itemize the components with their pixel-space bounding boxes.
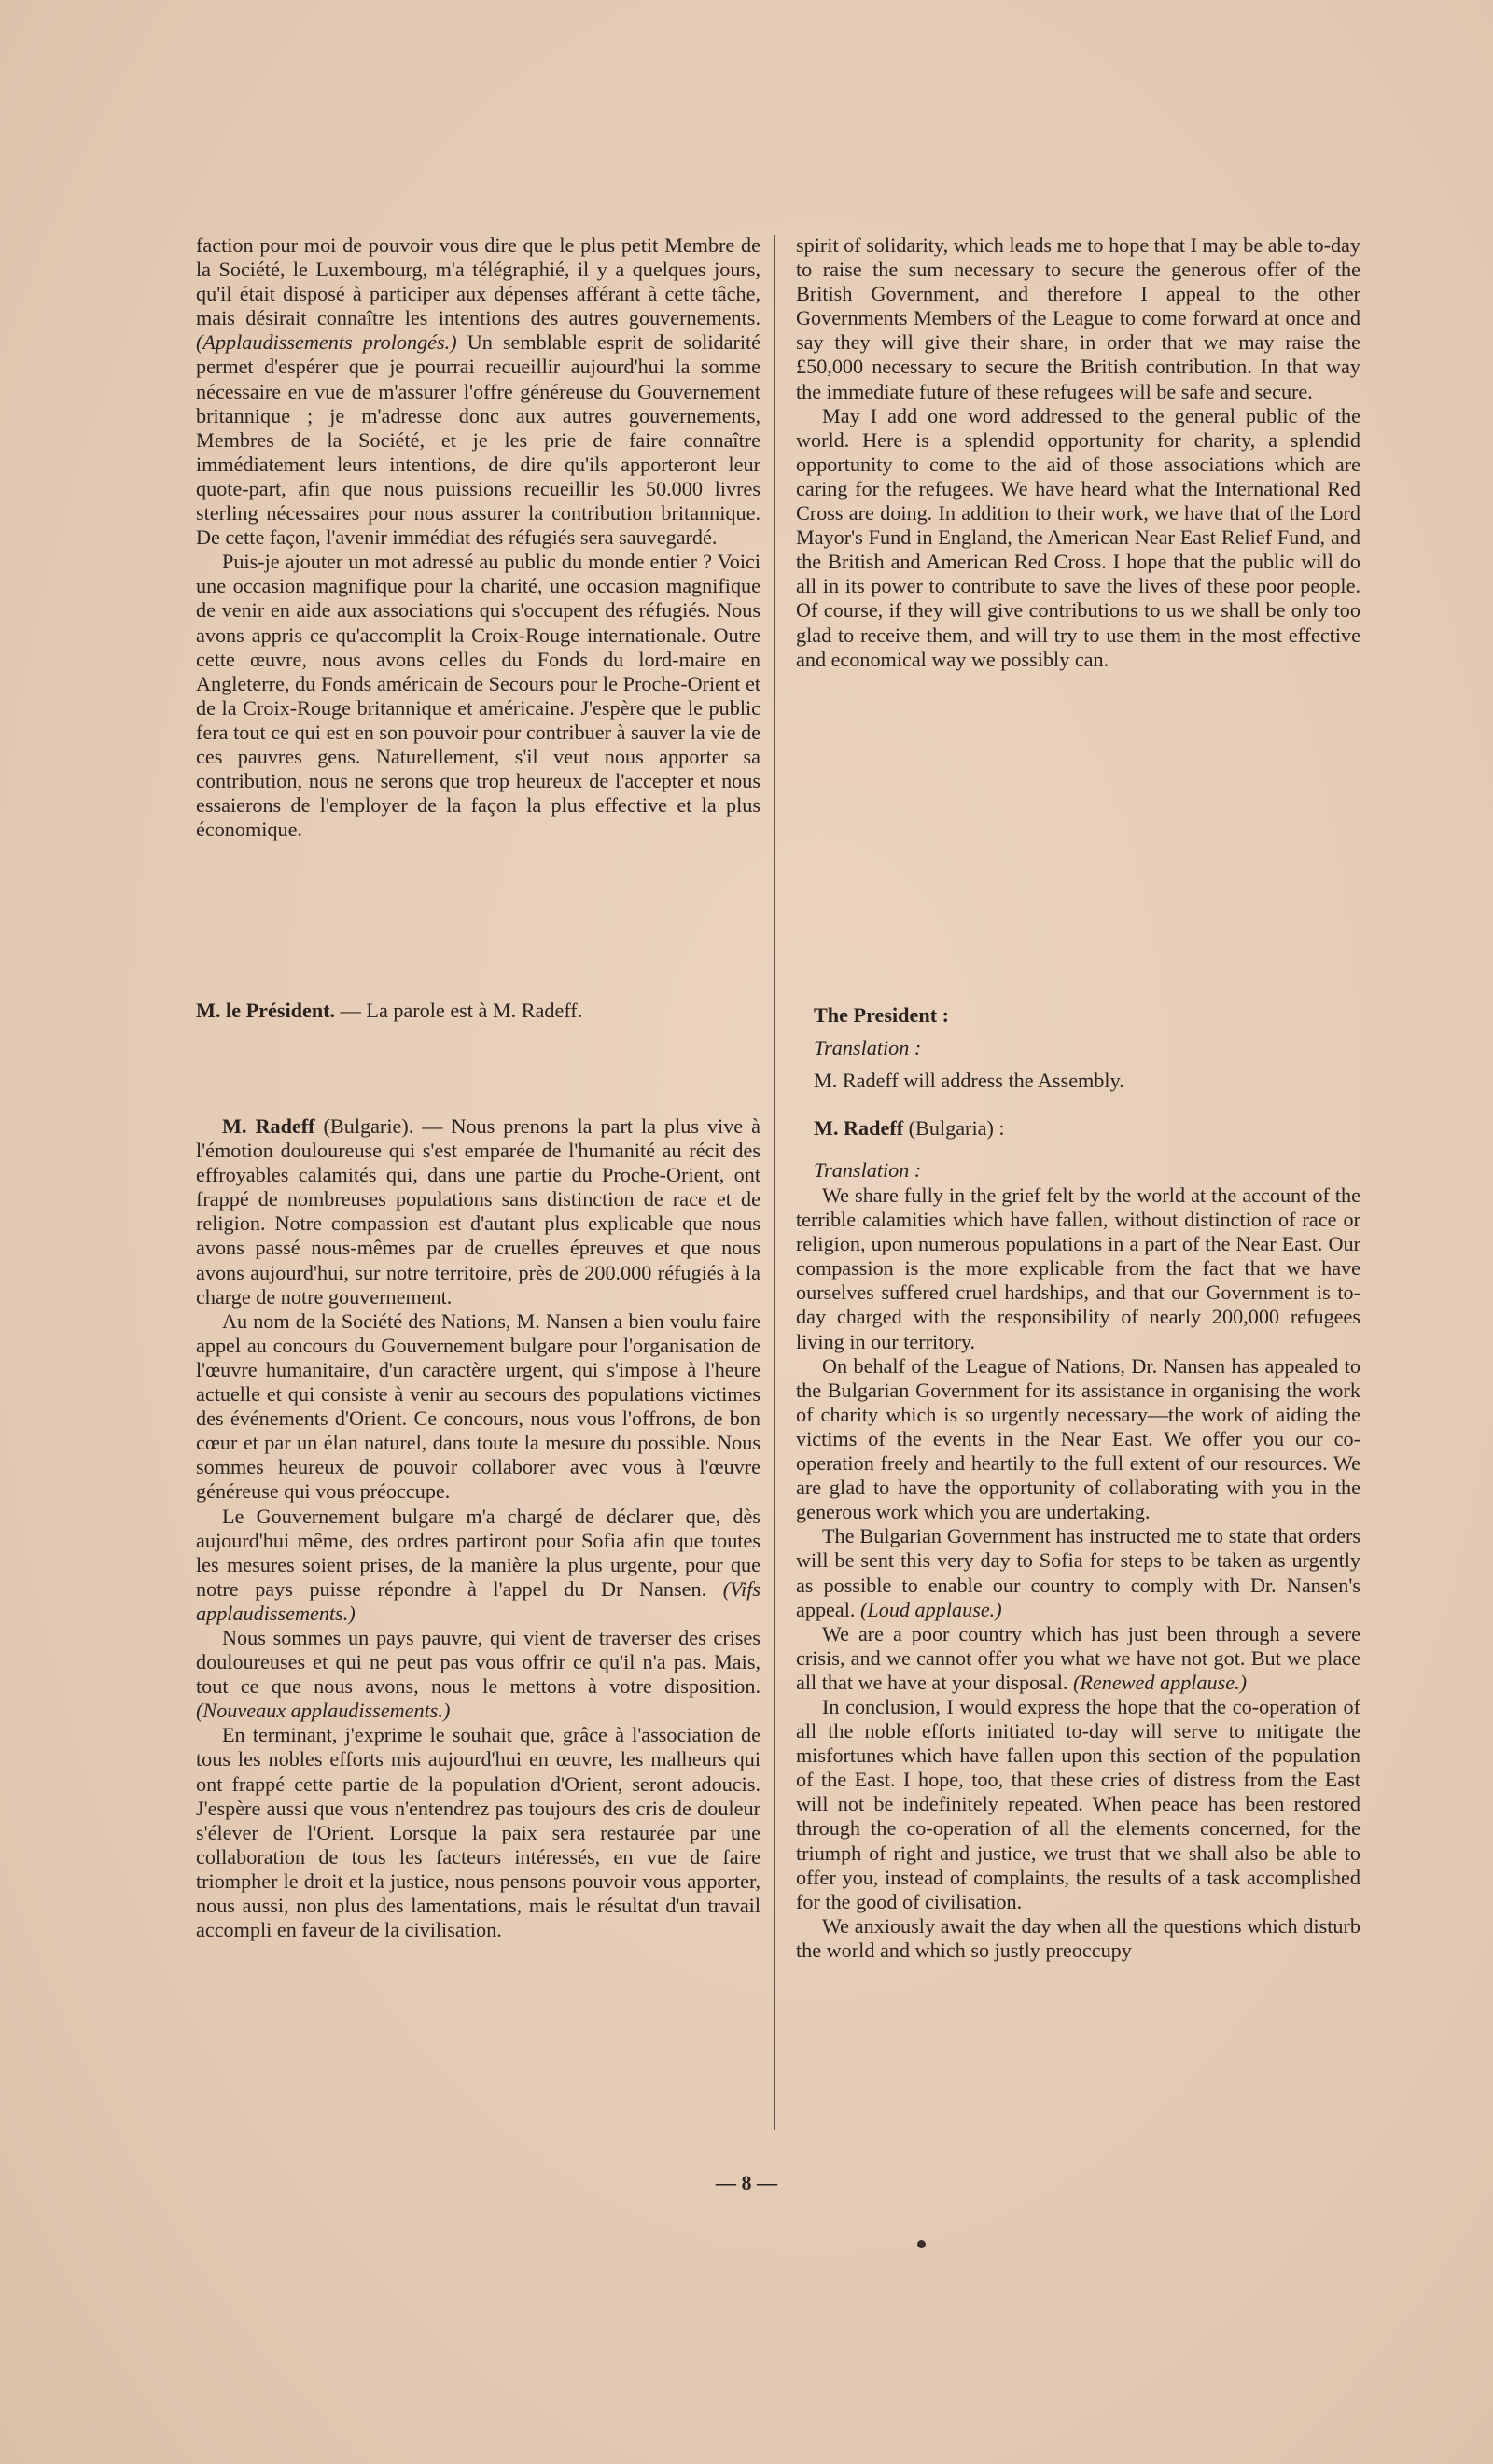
en-public-appeal-paragraph: May I add one word addressed to the general public of the world. Here is a splendid opportunity for charity, a splendid opportunity to come to the aid of those associations which are caring for the refugees. We have heard what the International Red Cross are doing. In addition to their work, we have that of the Lord Mayor's Fund in England, the American Near East Relief Fund, and the British and American Red Cross. I hope that the public will do all in its power to contribute to save the lives of these poor people. Of course, if they will give contributions to us we shall be only too glad to receive them, and will try to use them in the most effective and economical way we possibly can. xyxy=(796,403,1360,671)
en-radeff-heading-block xyxy=(814,1112,1360,1186)
fr-president-text: — La parole est à M. Radeff. xyxy=(335,999,583,1022)
fr-president-line xyxy=(196,997,760,1025)
en-president-text: M. Radeff will address the Assembly. xyxy=(814,1069,1124,1092)
french-column xyxy=(196,233,760,842)
en-radeff-paragraph-4 xyxy=(796,1622,1360,1695)
en-president-block xyxy=(814,999,1360,1097)
en-radeff-paragraph-3 xyxy=(796,1524,1360,1621)
english-radeff-speech xyxy=(796,1183,1360,1963)
fr-intro-continuation: Un semblable esprit de solidarité permet d'espérer que je pourrai recueillir aujourd'hui la somme nécessaire en vue de m'assurer l'offre généreuse du Gouvernement britannique ; je m'adresse donc aux autres gouvernements, Membres de la Société, et je les prie de faire connaître immédiatement leurs intentions, de dire qu'ils apporteront leur quote-part, afin que nous puissions recueillir les 50.000 livres sterling nécessaires pour nous assurer la contribution britannique. De cette façon, l'avenir immédiat des réfugiés sera sauvegardé. xyxy=(196,330,760,550)
column-divider xyxy=(774,235,775,2130)
en-radeff-paragraph-6: We anxiously await the day when all the questions which disturb the world and which so justly preoccupy xyxy=(796,1913,1360,1962)
fr-radeff-text-1: — Nous prenons la part la plus vive à l'émotion douloureuse qui s'est emparée de l'humanité au récit des effroyables calamités qui, dans une partie du Proche-Orient, ont frappé de nombreuses populations sans distinction de race et de religion. Notre compassion est d'autant plus explicable que nous avons passé nous-mêmes par de cruelles épreuves et que nous avons aujourd'hui, sur notre territoire, près de 200.000 réfugiés à la charge de notre gouvernement. xyxy=(196,1114,760,1309)
fr-intro-text: faction pour moi de pouvoir vous dire que le plus petit Membre de la Société, le Luxembourg, m'a télégraphié, il y a quelques jours, qu'il était disposé à participer aux dépenses afférant à cette tâche, mais désirait connaître les intentions des autres gouvernements. xyxy=(196,233,760,330)
fr-radeff-label: M. Radeff xyxy=(222,1114,315,1138)
fr-radeff-paragraph-4 xyxy=(196,1626,760,1723)
page-number: — 8 — xyxy=(716,2171,777,2194)
en-radeff-label: M. Radeff xyxy=(814,1116,904,1140)
fr-radeff-paragraph-1 xyxy=(196,1114,760,1309)
fr-radeff-paragraph-2: Au nom de la Société des Nations, M. Nansen a bien voulu faire appel au concours du Gouvernement bulgare pour l'organisation de l'œuvre humanitaire, d'un caractère urgent, qui s'impose à l'heure actuelle et qui consiste à venir au secours des populations victimes des événements d'Orient. Ce concours, nous vous l'offrons, de bon cœur et par un élan naturel, dans toute la mesure du possible. Nous sommes heureux de pouvoir collaborer avec vous à l'œuvre généreuse qui vous préoccupe. xyxy=(196,1309,760,1504)
en-translation-label-2: Translation : xyxy=(814,1158,922,1182)
en-intro-paragraph: spirit of solidarity, which leads me to hope that I may be able to-day to raise the sum necessary to secure the generous offer of the British Government, and therefore I appeal to the other Governments Members of the League to come forward at once and say they will give their share, in order that we may raise the £50,000 necessary to secure the British contribution. In that way the immediate future of these refugees will be safe and secure. xyxy=(796,233,1360,403)
en-radeff-text-3: The Bulgarian Government has instructed me to state that orders will be sent this very day to Sofia for steps to be taken as urgently as possible to enable our country to comply with Dr. Nansen's appeal. xyxy=(796,1524,1360,1621)
fr-president-label: M. le Président. xyxy=(196,999,336,1022)
fr-radeff-paragraph-3 xyxy=(196,1505,760,1626)
en-translation-label-1: Translation : xyxy=(814,1036,922,1059)
fr-radeff-paragraph-5: En terminant, j'exprime le souhait que, grâce à l'association de tous les nobles efforts mis aujourd'hui en œuvre, les malheurs qui ont frappé cette partie de la population d'Orient, seront adoucis. J'espère aussi que vous n'entendrez pas toujours des cris de douleur s'élever de l'Orient. Lorsque la paix sera restaurée par une collaboration de tous les facteurs intéressés, en vue de faire triompher le droit et la justice, nous pensons pouvoir vous apporter, nous aussi, non plus des lamentations, mais le résultat d'un travail accompli en faveur de la civilisation. xyxy=(196,1723,760,1942)
en-president-label: The President : xyxy=(814,1003,950,1027)
fr-radeff-text-3: Le Gouvernement bulgare m'a chargé de déclarer que, dès aujourd'hui même, des ordres partiront pour Sofia afin que toutes les mesures soient prises, de la manière la plus urgente, pour que notre pays puisse répondre à l'appel du Dr Nansen. xyxy=(196,1504,760,1601)
english-column xyxy=(796,233,1360,672)
en-radeff-text-4: We are a poor country which has just been through a severe crisis, and we cannot offer you what we have not got. But we place all that we have at your disposal. xyxy=(796,1621,1360,1694)
en-applause-2: (Renewed applause.) xyxy=(1073,1670,1248,1694)
fr-radeff-text-4: Nous sommes un pays pauvre, qui vient de traverser des crises douloureuses et qui ne peut pas vous offrir ce qu'il n'a pas. Mais, tout ce que nous avons, nous le mettons à votre disposition. xyxy=(196,1625,760,1699)
fr-applause-2: (Vifs applaudissements.) xyxy=(196,1576,760,1625)
fr-applause-1: (Applaudissements prolongés.) xyxy=(196,330,457,355)
en-radeff-paragraph-2: On behalf of the League of Nations, Dr. Nansen has appealed to the Bulgarian Government for its assistance in organising the work of charity which is so urgently necessary—the work of aiding the victims of the events in the Near East. We offer you our co-operation freely and heartily to the full extent of our resources. We are glad to have the opportunity of collaborating with you in the generous work which you are undertaking. xyxy=(796,1353,1360,1524)
en-radeff-country: (Bulgaria) : xyxy=(903,1116,1005,1140)
en-radeff-paragraph-5: In conclusion, I would express the hope that the co-operation of all the noble efforts initiated to-day will serve to mitigate the misfortunes which have fallen upon this section of the population of the East. I hope, too, that these cries of distress from the East will not be indefinitely repeated. When peace has been restored through the co-operation of all the elements concerned, for the triumph of right and justice, we trust that we shall also be able to offer you, instead of complaints, the results of a task accomplished for the good of civilisation. xyxy=(796,1694,1360,1913)
en-applause-1: (Loud applause.) xyxy=(860,1597,1002,1621)
french-radeff-speech xyxy=(196,1114,760,1942)
fr-intro-paragraph xyxy=(196,233,760,550)
fr-radeff-country: (Bulgarie). xyxy=(314,1114,414,1138)
en-radeff-paragraph-1: We share fully in the grief felt by the world at the account of the terrible calamities which have fallen, without distinction of race or religion, upon numerous populations in a part of the Near East. Our compassion is the more explicable from the fact that we have ourselves suffered cruel hardships, and that our Government is to-day charged with the responsibility of nearly 200,000 refugees living in our territory. xyxy=(796,1183,1360,1353)
ink-dot xyxy=(917,2240,926,2248)
en-radeff-heading xyxy=(814,1112,1360,1144)
fr-public-appeal-paragraph: Puis-je ajouter un mot adressé au public du monde entier ? Voici une occasion magnifique pour la charité, une occasion magnifique de venir en aide aux associations qui s'occupent des réfugiés. Nous avons appris ce qu'accomplit la Croix-Rouge internationale. Outre cette œuvre, nous avons celles du Fonds du lord-maire en Angleterre, du Fonds américain de Secours pour le Proche-Orient et de la Croix-Rouge britannique et américaine. J'espère que le public fera tout ce qui est en son pouvoir pour contribuer à sauver la vie de ces pauvres gens. Naturellement, s'il veut nous apporter sa contribution, nous ne serons que trop heureux de l'accepter et nous essaierons de l'employer de la façon la plus effective et la plus économique. xyxy=(196,550,760,842)
fr-applause-3: (Nouveaux applaudissements.) xyxy=(196,1699,451,1723)
